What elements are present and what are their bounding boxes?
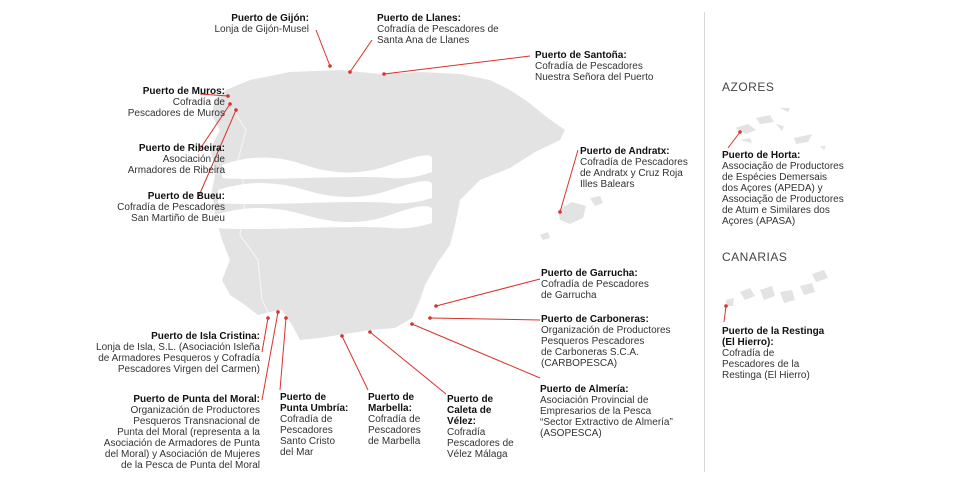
balearic-islands	[540, 196, 603, 240]
region-canarias: CANARIAS	[722, 250, 788, 264]
label-marbella: Puerto de Marbella: Cofradía de Pescadores de Marbella	[368, 392, 421, 447]
label-andratx: Puerto de Andratx: Cofradía de Pescadores de Andratx y Cruz Roja Illes Balears	[580, 146, 688, 190]
label-ribeira: Puerto de Ribeira: Asociación de Armadores de Ribeira	[127, 143, 225, 176]
region-azores: AZORES	[722, 80, 775, 94]
label-caleta-de-velez: Puerto de Caleta de Vélez: Cofradía Pescadores de Vélez Málaga	[447, 394, 514, 460]
canary-islands	[726, 270, 828, 306]
label-restinga: Puerto de la Restinga (El Hierro): Cofradía de Pescadores de la Restinga (El Hierro)	[722, 326, 825, 381]
label-isla-cristina: Puerto de Isla Cristina: Lonja de Isla, S.L. (Asociación Isleña de Armadores Pesqueros y Cofradía Pescadores Virgen del Carmen)	[96, 331, 260, 375]
label-bueu: Puerto de Bueu: Cofradía de Pescadores San Martiño de Bueu	[117, 191, 225, 224]
label-punta-umbria: Puerto de Punta Umbría: Cofradía de Pescadores Santo Cristo del Mar	[280, 392, 349, 458]
label-gijon: Puerto de Gijón: Lonja de Gijón-Musel	[214, 13, 309, 35]
label-santona: Puerto de Santoña: Cofradía de Pescadores Nuestra Señora del Puerto	[535, 50, 654, 83]
label-punta-del-moral: Puerto de Punta del Moral: Organización de Productores Pesqueros Transnacional de Punta del Moral (representa a la Asociación de Armadores de Punta del Moral) y Asociación de Mujeres de la Pesca de Punta del Moral	[103, 394, 260, 471]
label-llanes: Puerto de Llanes: Cofradía de Pescadores de Santa Ana de Llanes	[377, 13, 499, 46]
label-almeria: Puerto de Almería: Asociación Provincial de Empresarios de la Pesca “Sector Extractivo de Almería” (ASOPESCA)	[540, 384, 673, 439]
label-carboneras: Puerto de Carboneras: Organización de Productores Pesqueros Pescadores de Carboneras S.C.A. (CARBOPESCA)	[541, 314, 671, 369]
label-garrucha: Puerto de Garrucha: Cofradía de Pescadores de Garrucha	[541, 268, 649, 301]
azores-islands	[735, 108, 826, 150]
label-muros: Puerto de Muros: Cofradía de Pescadores de Muros	[127, 86, 225, 119]
label-horta: Puerto de Horta: Associação de Productores de Espécies Demersais dos Açores (APEDA) y Associação de Productores de Atum e Similares dos Açores (APASA)	[722, 150, 844, 227]
port-name: Puerto de Gijón:	[231, 13, 309, 24]
panel-divider	[704, 12, 705, 472]
iberian-peninsula	[210, 70, 565, 340]
